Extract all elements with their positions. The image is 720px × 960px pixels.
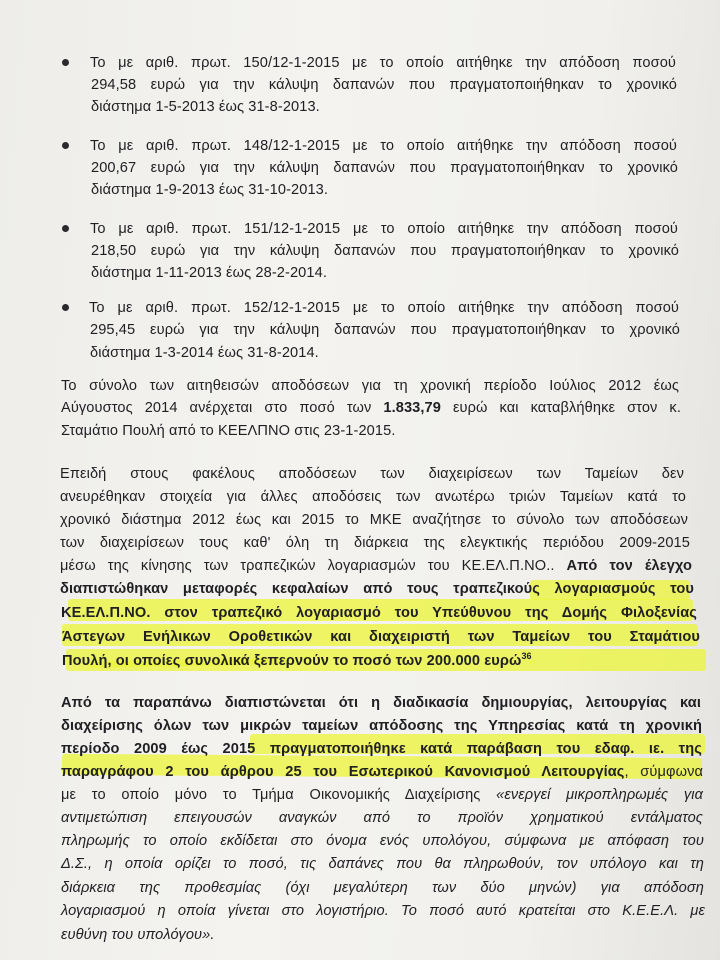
text-line: διάστημα 1-5-2013 έως 31-8-2013.: [91, 99, 320, 115]
text-line: Το με αριθ. πρωτ. 151/12-1-2015 με το οποίο αιτήθηκε την απόδοση ποσού: [90, 221, 678, 237]
text-line: 295,45 ευρώ για την κάλυψη δαπανών που πραγματοποιήθηκαν το χρονικό: [90, 322, 680, 338]
text-line: [61, 762, 703, 782]
text-line: Άστεγων Ενήλικων Οροθετικών και διαχειριστή των Ταμείων του Σταμάτιου: [62, 629, 700, 645]
text-line: διάστημα 1-3-2014 έως 31-8-2014.: [90, 345, 319, 361]
text-span: Αύγουστος 2014 ανέρχεται στο ποσό των: [61, 400, 384, 416]
bullet-dot: [62, 142, 69, 149]
text-line: [61, 398, 681, 418]
text-line: χρονικό διάστημα 2012 έως και 2015 το ΜΚΕ αναζήτησε το σύνολο των αποδόσεων: [60, 512, 688, 528]
text-line: 218,50 ευρώ για την κάλυψη δαπανών που πραγματοποιήθηκαν το χρονικό: [91, 243, 679, 259]
text-line: Σταμάτιο Πουλή από το ΚΕΕΛΠΝΟ στις 23-1-2015.: [61, 423, 396, 439]
text-line: λογαριασμού η οποία γίνεται στο λογιστήριο. Το ποσό αυτό κρατείται στο Κ.Ε.Ε.Λ. με: [61, 903, 705, 919]
text-line: διάστημα 1-9-2013 έως 31-10-2013.: [91, 182, 329, 198]
text-line: [61, 785, 703, 805]
text-line: Δ.Σ., η οποία ορίζει το ποσό, τις δαπάνες που θα πληρωθούν, τον υπόλογο και τη: [61, 856, 704, 872]
text-line: [62, 651, 532, 671]
bullet-dot: [62, 225, 69, 232]
bullet-dot: [62, 304, 69, 311]
text-line: 200,67 ευρώ για την κάλυψη δαπανών που πραγματοποιήθηκαν το χρονικό: [91, 160, 678, 176]
text-line: Το με αριθ. πρωτ. 150/12-1-2015 με το οποίο αιτήθηκε την απόδοση ποσού: [90, 55, 676, 71]
text-line: διάστημα 1-11-2013 έως 28-2-2014.: [91, 265, 327, 281]
text-line: διαπιστώθηκαν μεταφορές κεφαλαίων από τους τραπεζικούς λογαριασμούς του: [60, 581, 694, 597]
text-line: 294,58 ευρώ για την κάλυψη δαπανών που πραγματοποιήθηκαν το χρονικό: [91, 77, 677, 93]
text-span: με το οποίο μόνο το Τμήμα Οικονομικής Διαχείρισης: [61, 787, 497, 803]
text-span: Πουλή, οι οποίες συνολικά ξεπερνούν το ποσό των 200.000 ευρώ: [62, 653, 522, 669]
total-amount: 1.833,79: [383, 400, 441, 416]
text-span: μέσω της κίνησης των τραπεζικών λογαριασμών του ΚΕ.ΕΛ.Π.ΝΟ..: [60, 558, 567, 574]
bold-span: παραγράφου 2 του άρθρου 25 του Εσωτερικού Κανονισμού Λειτουργίας: [61, 764, 625, 780]
text-span: ευρώ και καταβλήθηκε στον κ.: [440, 400, 681, 416]
text-line: Από τα παραπάνω διαπιστώνεται ότι η διαδικασία δημιουργίας, λειτουργίας και: [61, 695, 701, 711]
text-line: ανευρέθηκαν στοιχεία για άλλες αποδόσεις των ανωτέρω τριών Ταμείων κατά το: [60, 489, 686, 505]
text-line: Το με αριθ. πρωτ. 148/12-1-2015 με το οποίο αιτήθηκε την απόδοση ποσού: [90, 138, 677, 154]
text-line: Επειδή στους φακέλους αποδόσεων των διαχειρίσεων των Ταμείων δεν: [60, 466, 684, 482]
italic-span: «ενεργεί μικροπληρωμές για: [496, 787, 704, 803]
text-line: ΚΕ.ΕΛ.Π.ΝΟ. στον τραπεζικό λογαριασμό του Υπεύθυνου της Δομής Φιλοξενίας: [61, 605, 697, 621]
text-line: πληρωμής το οποίο εκδίδεται στο όνομα ενός υπολόγου, σύμφωνα με απόφαση του: [61, 833, 704, 849]
text-line: Το με αριθ. πρωτ. 152/12-1-2015 με το οποίο αιτήθηκε την απόδοση ποσού: [89, 300, 679, 316]
text-line: διάρκεια της προθεσμίας (όχι μεγαλύτερη των δύο μηνών) για απόδοση: [61, 880, 704, 896]
text-line: περίοδο 2009 έως 2015 πραγματοποιήθηκε κατά παράβαση του εδαφ. ιε. της: [61, 741, 702, 757]
text-line: των διαχειρίσεων τους καθ' όλη τη διάρκεια της ελεγκτικής περιόδου 2009-2015: [60, 535, 690, 551]
text-line: διαχείρισης όλων των μικρών ταμείων απόδοσης της Υπηρεσίας κατά τη χρονική: [61, 718, 702, 734]
footnote-marker: 36: [521, 651, 532, 662]
bullet-dot: [62, 59, 69, 66]
text-line: αντιμετώπιση επειγουσών αναγκών από το προϊόν χρηματικού εντάλματος: [61, 810, 703, 826]
bold-span: Από τον έλεγχο: [566, 558, 692, 574]
text-line: Το σύνολο των αιτηθεισών αποδόσεων για τη χρονική περίοδο Ιούλιος 2012 έως: [61, 378, 679, 394]
text-line: [60, 556, 692, 576]
text-span: , σύμφωνα: [624, 764, 703, 780]
text-line: ευθύνη του υπολόγου».: [61, 927, 215, 943]
